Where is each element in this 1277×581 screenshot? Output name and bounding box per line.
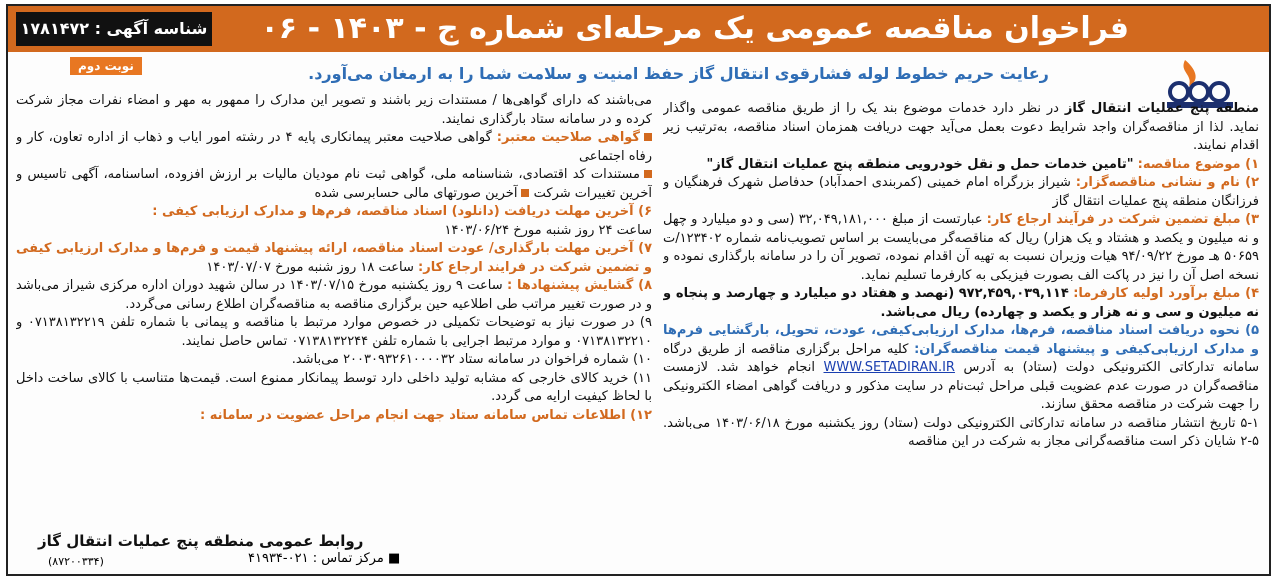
item-9: ۹) در صورت نیاز به توضیحات تکمیلی در خصوص موارد مرتبط با مناقصه و پیمانی با شماره تلفن ۰۷۱۳۸۱۳۲۲۱۹ و ۰۷۱۳۸۱۳۲۲۱۰ و موارد مرتبط اجرایی با شماره تلفن ۰۷۱۳۸۱۳۲۲۴۴ تماس حاصل نمایند. [16,315,652,349]
bullet-icon [644,170,652,178]
item-3-text: عبارتست از مبلغ ۳۲,۰۴۹,۱۸۱,۰۰۰ (سی و دو میلیارد و چهل و نه میلیون و یکصد و هشتاد و یک هزار) ریال که مناقصه‌گر می‌بایست بر اساس تصویب‌نامه شماره ۱۲۳۴۰۲/ت ۵۰۶۵۹ هـ مورخ ۹۴/۰۹/۲۲ هیات وزیران نسبت به تهیه آن اقدام نموده، تصویر آن را در سامانه بارگذاری نموده و نسخه اصل آن را نیز در پاکت الف بصورت فیزیکی به کارفرما تسلیم نماید. [663,212,1259,283]
docs-label: مستندات کد اقتصادی، شناسنامه ملی، گواهی ثبت نام مودیان مالیات بر ارزش افزوده، اساسنامه، آگهی تاسیس و آخرین تغییرات شرکت [16,167,652,201]
item-5-label: ۵) نحوه دریافت اسناد مناقصه، فرم‌ها، مدارک ارزیابی‌کیفی، عودت، تحویل، بارگشایی فرم‌ها و مدارک ارزیابی‌کیفی و پیشنهاد قیمت مناقصه‌گران: [663,323,1259,357]
cert-label: گواهی صلاحیت معتبر: [496,130,640,145]
cert-text: گواهی صلاحیت معتبر پیمانکاری پایه ۴ در رشته امور ایاب و ذهاب از اداره تعاون، کار و رفاه اجتماعی [16,130,652,164]
item-5-1: ۵-۱ تاریخ انتشار مناقصه در سامانه تدارکاتی الکترونیکی دولت (ستاد) روز یکشنبه مورخ ۱۴۰۳/۰۶/۱۸ می‌باشد. ۵-۲ شایان ذکر است مناقصه‌گرانی مجاز به شرکت در این مناقصه [663,415,1259,449]
item-4 [663,285,1259,322]
item-3-label: ۳) مبلغ تضمین شرکت در فرآیند ارجاع کار: [986,212,1259,227]
item-8-text: ساعت ۹ روز یکشنبه مورخ ۱۴۰۳/۰۷/۱۵ در سالن شهید دوران اداره مرکزی شیراز می‌باشد و در صورت تغییر مراتب طی اطلاعیه حین برگزاری مناقصه به مناقصه‌گران اطلاع رسانی می‌گردد. [16,278,652,312]
item-6-label: ۶) آخرین مهلت دریافت (دانلود) اسناد مناقصه، فرم‌ها و مدارک ارزیابی کیفی : [152,204,652,219]
right-column [663,92,1259,568]
item-4-label: ۴) مبلغ برآورد اولیه کارفرما: [1073,286,1259,301]
ad-title: فراخوان مناقصه عمومی یک مرحله‌ای شماره ج - ۱۴۰۳ - ۰۶ [260,11,1129,46]
documents [16,166,652,203]
item-8-label: ۸) گشایش پیشنهادها : [507,278,652,293]
item-4-amount: ۹۷۲,۴۵۹,۰۳۹,۱۱۴ [958,286,1069,301]
bullet-icon [644,133,652,141]
org-name: منطقه پنج عملیات انتقال گاز [1064,101,1259,116]
item-2-text: شیراز بزرگراه امام خمینی (کمربندی احمدآباد) حدفاصل شهرک فرهنگیان و فرزانگان منطقه پنج عملیات انتقال گاز [663,175,1259,209]
item-11: ۱۱) خرید کالای خارجی که مشابه تولید داخلی دارد توسط پیمانکار ممنوع است. قیمت‌ها متناسب با کالای ساخت داخل با لحاظ کیفیت ارایه می گردد. [16,370,652,404]
ad-id: شناسه آگهی : ۱۷۸۱۴۷۲ [16,12,212,46]
item-6-text: ساعت ۲۴ روز شنبه مورخ ۱۴۰۳/۰۶/۲۴ [444,222,652,238]
intro-text: در نظر دارد خدمات موضوع بند یک را از طریق مناقصه عمومی واگذار نماید. لذا از مناقصه‌گران واجد شرایط دعوت بعمل می‌آید جهت دریافت همزمان اسناد مناقصه، به‌ترتیب زیر اقدام نمایند. [663,101,1259,153]
turn-badge: نوبت دوم [70,57,142,75]
item-8 [16,277,652,314]
docs-text: آخرین صورتهای مالی حسابرسی شده [314,185,518,201]
safety-slogan: رعایت حریم خطوط لوله فشارقوی انتقال گاز حفظ امنیت و سلامت شما را به ارمغان می‌آورد. [308,64,1049,83]
item-7-label: ۷) آخرین مهلت بارگذاری/ عودت اسناد مناقصه، ارائه پیشنهاد قیمت و فرم‌ها و مدارک ارزیابی کیفی و تضمین شرکت در فرایند ارجاع کار: [16,241,652,275]
left-column [16,92,652,568]
setadiran-link[interactable]: WWW.SETADIRAN.IR [823,360,955,375]
certificate [16,129,652,166]
item-2 [663,174,1259,211]
item-6 [16,203,652,240]
item-5-text2: انجام خواهد شد. لازمست مناقصه‌گران در صورت عدم عضویت قبلی مراحل ثبت‌نام در سایت مذکور و دریافت گواهی امضاء الکترونیکی را جهت شرکت در مناقصه محقق سازند. [663,360,1259,412]
item-1-label: ۱) موضوع مناقصه: [1137,156,1259,172]
tender-ad [6,4,1271,576]
item-4-text: (نهصد و هفتاد دو میلیارد و چهارصد و پنجاه و نه میلیون و سی و نه هزار و یکصد و چهارده) ریال می‌باشد. [663,286,1259,320]
item-7 [16,240,652,277]
item-12: ۱۲) اطلاعات تماس سامانه ستاد جهت انجام مراحل عضویت در سامانه : [199,407,652,423]
bullet-icon [521,189,529,197]
item-3 [663,211,1259,285]
item-5 [663,322,1259,415]
item-1-text: "تامین خدمات حمل و نقل خودرویی منطقه پنج عملیات انتقال گاز" [706,156,1134,172]
continued-text: می‌باشند که دارای گواهی‌ها / مستندات زیر باشند و تصویر این مدارک را ممهور به مهر و امضاء نفرات مجاز شرکت کرده و در سامانه ستاد بارگذاری نمایند. [16,93,652,127]
public-relations: روابط عمومی منطقه پنج عملیات انتقال گاز [38,532,364,550]
ad-code: (۸۷۲۰۰۳۳۴) [48,555,104,568]
call-center: ■ مرکز تماس : ۰۲۱-۴۱۹۳۴ [248,551,401,566]
item-2-label: ۲) نام و نشانی مناقصه‌گزار: [1075,175,1259,190]
item-10: ۱۰) شماره فراخوان در سامانه ستاد ۲۰۰۳۰۹۳۲۶۱۰۰۰۰۳۲ می‌باشد. [291,352,652,367]
item-5-text: کلیه مراحل برگزاری مناقصه از طریق درگاه سامانه تدارکاتی الکترونیکی دولت (ستاد) به آدرس [663,341,1259,375]
intro-paragraph [663,100,1259,156]
title-banner [8,6,1269,52]
item-1 [663,156,1259,175]
item-7-text: ساعت ۱۸ روز شنبه مورخ ۱۴۰۳/۰۷/۰۷ [206,259,414,275]
